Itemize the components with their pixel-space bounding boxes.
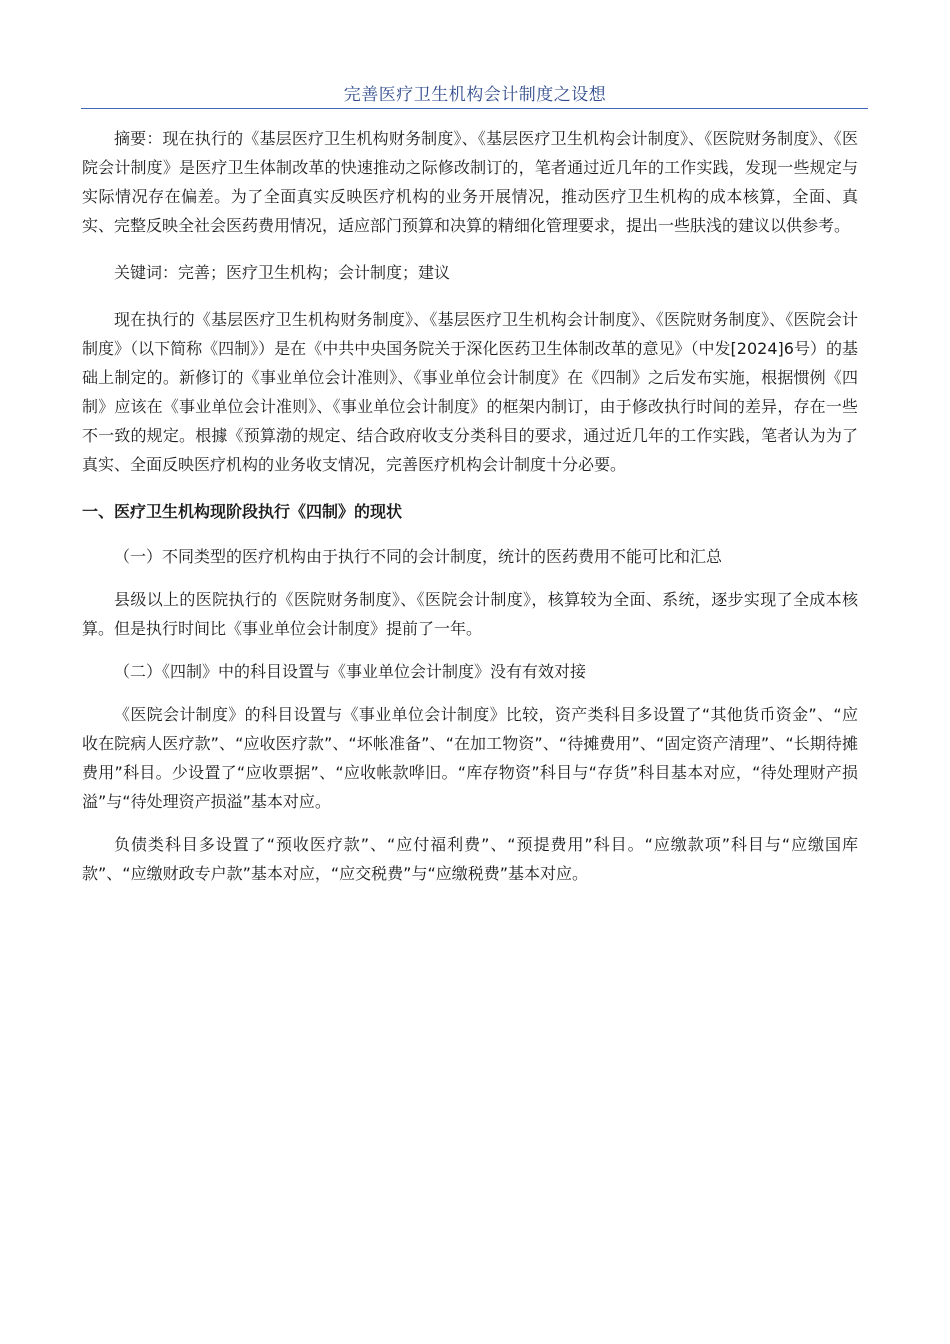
subsection-heading-1: （一）不同类型的医疗机构由于执行不同的会计制度，统计的医药费用不能可比和汇总 — [114, 547, 723, 566]
subsection-2-paragraph-liabilities: 负债类科目多设置了“预收医疗款”、“应付福利费”、“预提费用”科目。“应缴款项”科目与“应缴国库款”、“应缴财政专户款”基本对应，“应交税费”与“应缴税费”基本对应。 — [82, 835, 858, 883]
document-title: 完善医疗卫生机构会计制度之设想 — [343, 85, 607, 105]
subsection-1-paragraph: 县级以上的医院执行的《医院财务制度》、《医院会计制度》，核算较为全面、系统，逐步实现了全成本核算。但是执行时间比《事业单位会计制度》提前了一年。 — [82, 590, 858, 638]
keywords-paragraph: 关键词：完善；医疗卫生机构；会计制度；建议 — [114, 263, 451, 282]
subsection-heading-2: （二）《四制》中的科目设置与《事业单位会计制度》没有有效对接 — [114, 662, 587, 681]
subsection-2-paragraph-assets: 《医院会计制度》的科目设置与《事业单位会计制度》比较，资产类科目多设置了“其他货币资金”、“应收在院病人医疗款”、“应收医疗款”、“坏帐准备”、“在加工物资”、“待摊费用”、“固定资产清理”、“长期待摊费用”科目。少设置了“应收票据”、“应收帐款哗旧。“库存物资”科目与“存货”科目基本对应，“待处理财产损溢”与“待处理资产损溢”基本对应。 — [82, 705, 858, 811]
abstract-paragraph: 摘要：现在执行的《基层医疗卫生机构财务制度》、《基层医疗卫生机构会计制度》、《医院财务制度》、《医院会计制度》是医疗卫生体制改革的快速推动之际修改制订的，笔者通过近几年的工作实践，发现一些规定与实际情况存在偏差。为了全面真实反映医疗机构的业务开展情况，推动医疗卫生机构的成本核算，全面、真实、完整反映全社会医药费用情况，适应部门预算和决算的精细化管理要求，提出一些肤浅的建议以供参考。 — [82, 129, 858, 235]
document-body — [82, 124, 858, 902]
section-heading: 一、医疗卫生机构现阶段执行《四制》的现状 — [82, 502, 403, 521]
intro-paragraph: 现在执行的《基层医疗卫生机构财务制度》、《基层医疗卫生机构会计制度》、《医院财务制度》、《医院会计制度》（以下简称《四制》）是在《中共中央国务院关于深化医药卫生体制改革的意见》（中发[2024]6号）的基础上制定的。新修订的《事业单位会计准则》、《事业单位会计制度》在《四制》之后发布实施，根据惯例《四制》应该在《事业单位会计准则》、《事业单位会计制度》的框架内制订，由于修改执行时间的差异，存在一些不一致的规定。根據《预算渤的规定、结合政府收支分类科目的要求，通过近几年的工作实践，笔者认为为了真实、全面反映医疗机构的业务收支情况，完善医疗机构会计制度十分必要。 — [82, 310, 858, 474]
title-divider — [81, 108, 868, 109]
